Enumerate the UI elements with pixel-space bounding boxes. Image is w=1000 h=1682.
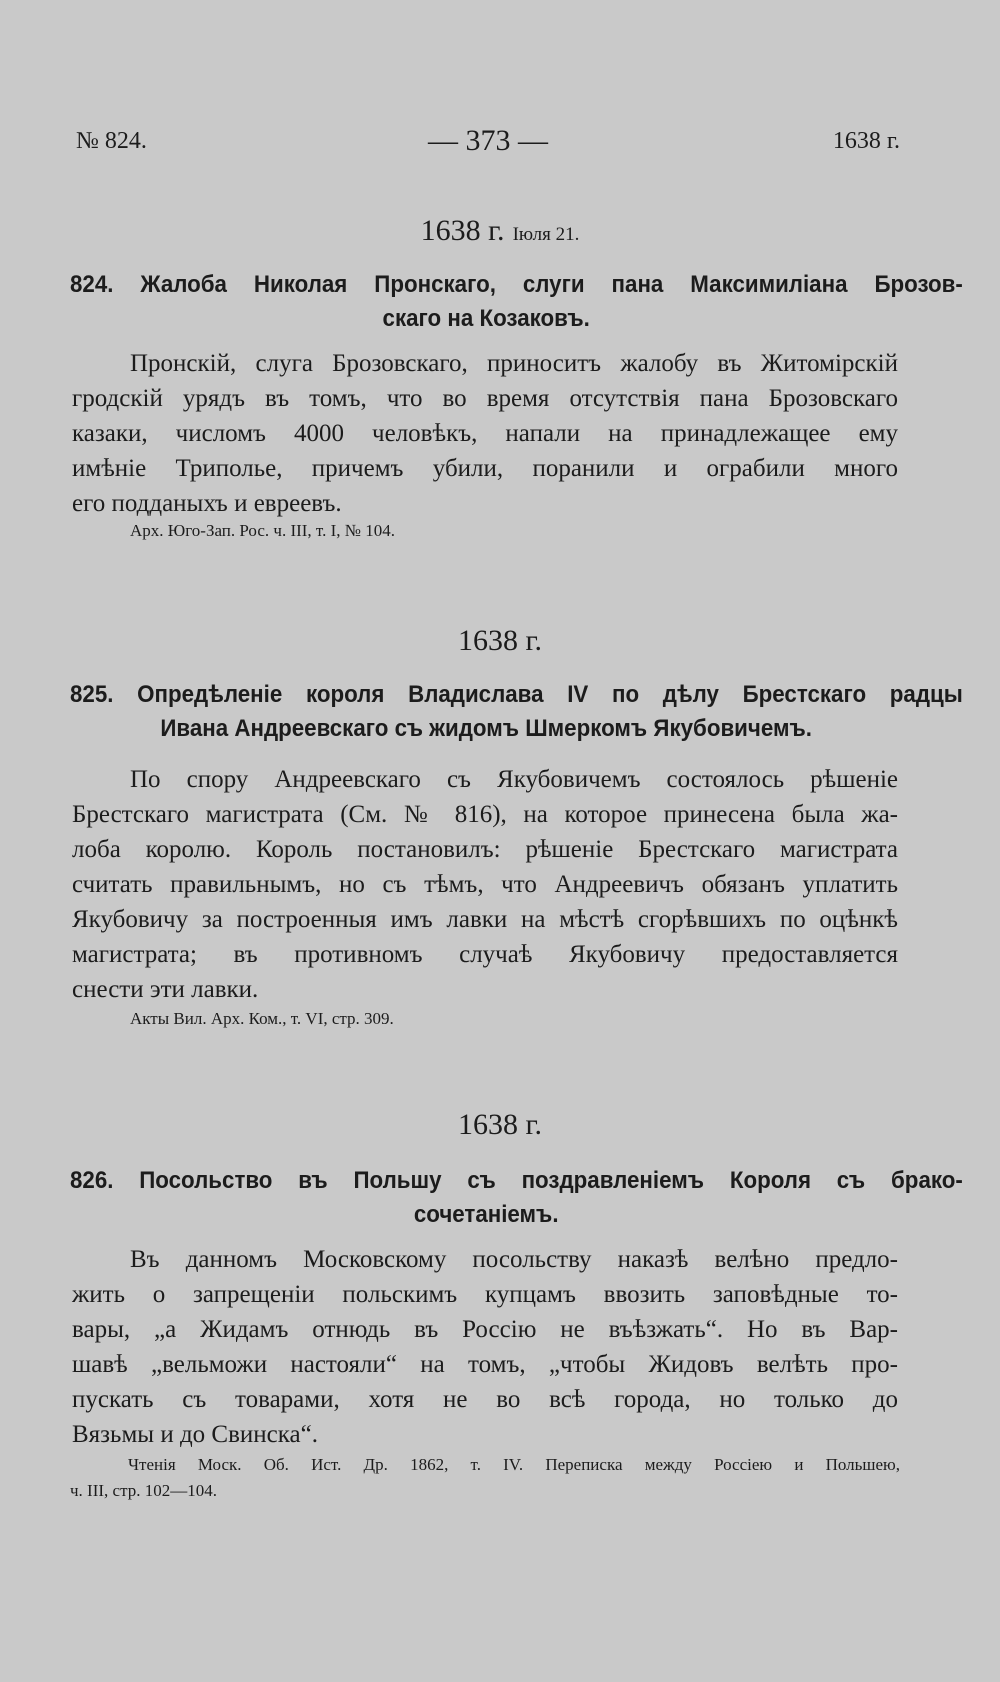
entry-date-year: 1638 г. [458, 1108, 542, 1141]
entry-title [70, 1164, 963, 1232]
entry-date [0, 1108, 1000, 1142]
body-line: По спору Андреевскаго съ Якубовичемъ состоялось рѣшеніе [130, 766, 898, 793]
body-line: вары, „а Жидамъ отнюдь въ Россію не въѣзжать“. Но въ Вар- [72, 1316, 898, 1343]
source-line: Акты Вил. Арх. Ком., т. VI, стр. 309. [130, 1009, 394, 1028]
body-line: имѣніе Триполье, причемъ убили, поранили и ограбили много [72, 455, 898, 482]
entry-title-line: скаго на Козаковъ. [382, 305, 590, 332]
body-line: магистрата; въ противномъ случаѣ Якубовичу предоставляется [72, 941, 898, 968]
entry-date-year: 1638 г. [420, 214, 505, 247]
body-line: снести эти лавки. [72, 976, 259, 1003]
entry-title-line: сочетаніемъ. [413, 1201, 559, 1228]
body-line: Пронскій, слуга Брозовскаго, приноситъ жалобу въ Житомірскій [130, 350, 898, 377]
body-line: казаки, числомъ 4000 человѣкъ, напали на принадлежащее ему [72, 420, 898, 447]
body-line: гродскій урядъ въ томъ, что во время отсутствія пана Брозовскаго [72, 385, 898, 412]
entry-source [130, 1006, 910, 1032]
entry-title-line: 824. Жалоба Николая Пронскаго, слуги пана Максимиліана Брозов- [70, 271, 963, 298]
header-year: 1638 г. [832, 128, 900, 154]
entry-date-year: 1638 г. [458, 624, 542, 657]
entry-date [0, 624, 1000, 658]
entry-body [72, 1242, 898, 1452]
entry-title [70, 678, 963, 746]
source-line: Чтенія Моск. Об. Ист. Др. 1862, т. IV. Переписка между Россіею и Польшею, [128, 1455, 900, 1474]
body-line: Брестскаго магистрата (См. № 816), на которое принесена была жа- [72, 801, 898, 828]
entry-date [0, 214, 1000, 248]
entry-title-line: Ивана Андреевскаго съ жидомъ Шмеркомъ Якубовичемъ. [160, 715, 812, 742]
body-line: его подданыхъ и евреевъ. [72, 490, 342, 517]
body-line: пускать съ товарами, хотя не во всѣ города, но только до [72, 1386, 898, 1413]
entry-title-line: 825. Опредѣленіе короля Владислава IV по дѣлу Брестскаго радцы [70, 681, 963, 708]
source-line: Арх. Юго-Зап. Рос. ч. III, т. I, № 104. [130, 521, 395, 540]
page-number: — 373 — [428, 124, 548, 157]
page-header [76, 124, 900, 168]
entry-body [72, 762, 898, 1007]
body-line: лоба королю. Король постановилъ: рѣшеніе Брестскаго магистрата [72, 836, 898, 863]
body-line: Въ данномъ Московскому посольству наказѣ велѣно предло- [130, 1246, 898, 1273]
entry-date-note: Іюля 21. [512, 224, 580, 245]
entry-source [130, 518, 910, 544]
body-line: Якубовичу за построенныя имъ лавки на мѣстѣ сгорѣвшихъ по оцѣнкѣ [72, 906, 898, 933]
body-line: жить о запрещеніи польскимъ купцамъ ввозить заповѣдные то- [72, 1281, 898, 1308]
header-entry-number: № 824. [76, 128, 147, 154]
entry-title [70, 268, 963, 336]
entry-source [70, 1452, 900, 1504]
body-line: шавѣ „вельможи настояли“ на томъ, „чтобы Жидовъ велѣть про- [72, 1351, 898, 1378]
body-line: считать правильнымъ, но съ тѣмъ, что Андреевичъ обязанъ уплатить [72, 871, 898, 898]
source-line: ч. III, стр. 102—104. [70, 1481, 217, 1500]
entry-body [72, 346, 898, 521]
body-line: Вязьмы и до Свинска“. [72, 1421, 318, 1448]
entry-title-line: 826. Посольство въ Польшу съ поздравленіемъ Короля съ брако- [70, 1167, 963, 1194]
